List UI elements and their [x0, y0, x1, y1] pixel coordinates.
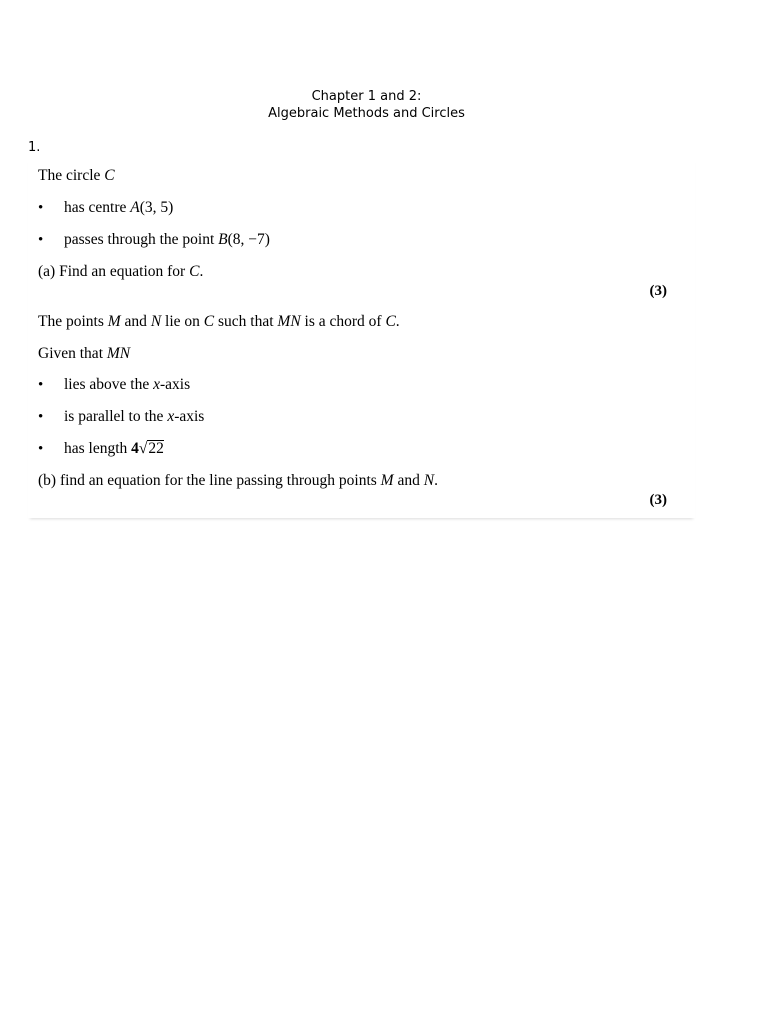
- bullet-length: has length 4√22: [64, 440, 164, 457]
- bullet-icon: •: [38, 441, 44, 457]
- bullet-above-axis: lies above the x-axis: [64, 376, 191, 393]
- part-a-marks: (3): [649, 283, 667, 299]
- bullet-icon: •: [38, 200, 44, 216]
- bullet-point-b: passes through the point B(8, −7): [64, 231, 270, 248]
- chapter-subtitle: Algebraic Methods and Circles: [268, 106, 465, 121]
- chord-statement: The points M and N lie on C such that MN is a chord of C.: [38, 313, 400, 330]
- given-text: Given that MN: [38, 345, 131, 362]
- question-number: 1.: [28, 140, 41, 155]
- question-intro: The circle C: [38, 167, 115, 184]
- part-a-text: (a) Find an equation for C.: [38, 263, 204, 280]
- part-b-marks: (3): [649, 492, 667, 508]
- bullet-icon: •: [38, 409, 44, 425]
- bullet-parallel: is parallel to the x-axis: [64, 408, 205, 425]
- bullet-icon: •: [38, 377, 44, 393]
- bullet-icon: •: [38, 232, 44, 248]
- bullet-centre: has centre A(3, 5): [64, 199, 174, 216]
- question-block: [28, 158, 695, 518]
- part-b-text: (b) find an equation for the line passing through points M and N.: [38, 472, 438, 489]
- chapter-title: Chapter 1 and 2:: [311, 89, 422, 104]
